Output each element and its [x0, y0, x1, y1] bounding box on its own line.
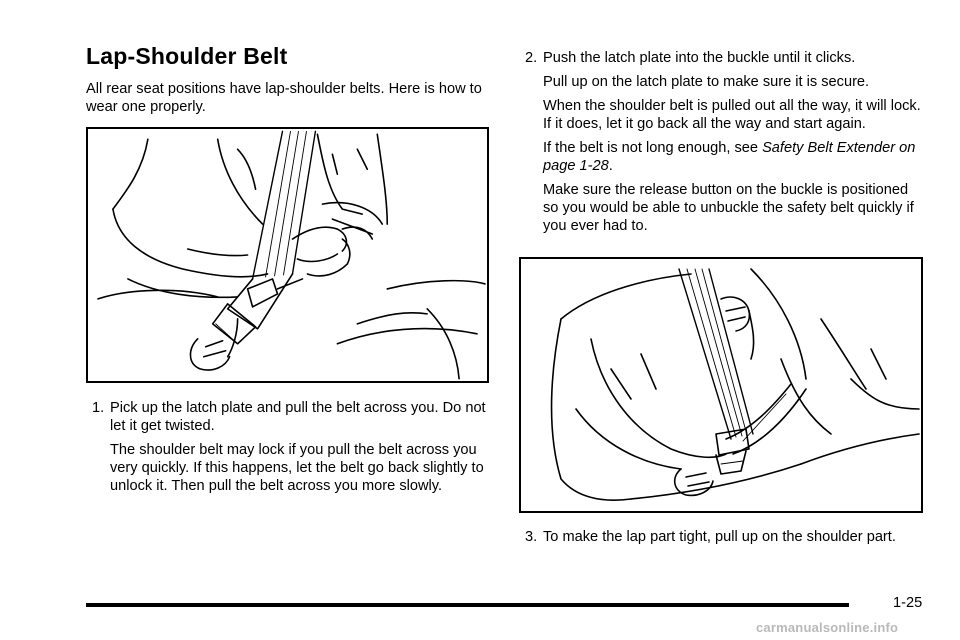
step-2-number: 2. — [525, 50, 538, 66]
extender-reference-link[interactable]: Safety Belt Extender on page 1-28 — [543, 140, 916, 174]
step-2 — [525, 49, 925, 241]
step-3 — [525, 528, 925, 552]
extender-suffix: . — [608, 158, 613, 174]
page-title: Lap-Shoulder Belt — [86, 43, 288, 69]
step-1 — [92, 399, 487, 501]
belt-buckled-illustration — [521, 259, 921, 511]
figure-buckled-belt — [519, 257, 923, 513]
step-3-text: To make the lap part tight, pull up on the shoulder part. — [543, 529, 896, 545]
extender-prefix: If the belt is not long enough, see — [543, 140, 763, 156]
step-3-number: 3. — [525, 529, 538, 545]
watermark-text: carmanualsonline.info — [756, 620, 899, 635]
step-2-note-extender — [543, 139, 925, 175]
belt-pull-illustration — [88, 129, 487, 381]
step-2-note-secure: Pull up on the latch plate to make sure it is secure. — [543, 74, 870, 90]
page-number: 1-25 — [893, 595, 923, 611]
step-2-note-lock: When the shoulder belt is pulled out all the way, it will lock. If it does, let it go back all the way and start again. — [543, 98, 921, 132]
intro-paragraph: All rear seat positions have lap-shoulder belts. Here is how to wear one properly. — [86, 81, 482, 115]
step-2-note-release: Make sure the release button on the buckle is positioned so you would be able to unbuckle the safety belt quickly if you ever had to. — [543, 182, 914, 234]
step-1-text: Pick up the latch plate and pull the belt across you. Do not let it get twisted. — [110, 400, 486, 434]
step-1-number: 1. — [92, 400, 105, 416]
figure-pull-belt-across — [86, 127, 489, 383]
footer-rule — [86, 603, 849, 607]
step-2-text: Push the latch plate into the buckle until it clicks. — [543, 50, 856, 66]
step-1-note: The shoulder belt may lock if you pull the belt across you very quickly. If this happens, let the belt go back slightly to unlock it. Then pull the belt across you more slowly. — [110, 442, 484, 494]
